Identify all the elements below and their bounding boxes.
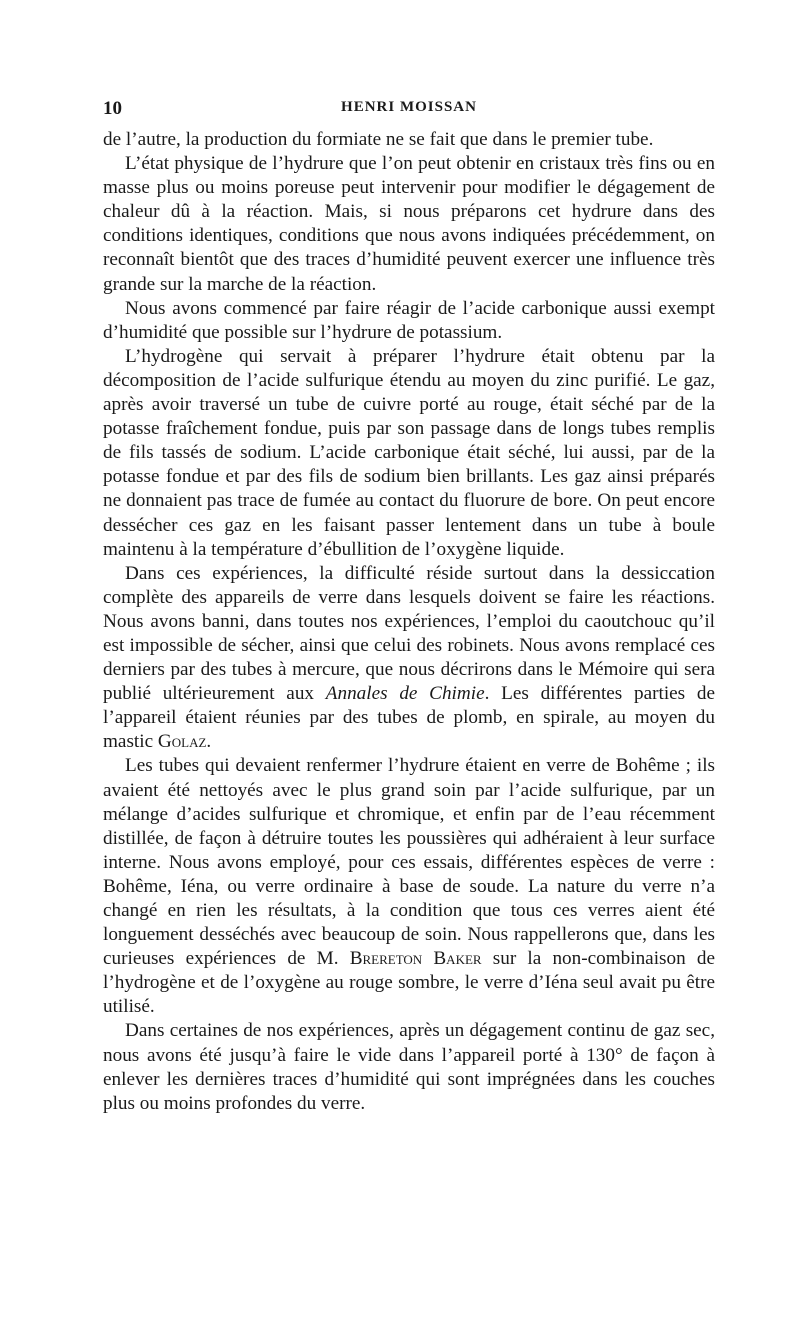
text-segment: sur la non-combinaison de l’hydrogène et de l’oxygène au rouge sombre, le verre d’Iéna seul avait pu être utilisé.: [103, 948, 715, 1018]
text-segment: .: [206, 731, 212, 753]
paragraph-carbonic-acid: Nous avons commencé par faire réagir de l’acide carbonique aussi exempt d’humidité que possible sur l’hydrure de potassium.: [103, 297, 715, 343]
running-head: HENRI MOISSAN: [341, 99, 477, 115]
paragraph-glass-tubes: [103, 754, 715, 1019]
text-segment: . Les différentes parties de l’appareil étaient réunies par des tubes de plomb, en spirale, au moyen du mastic: [103, 683, 715, 753]
author-name: Golaz: [157, 731, 207, 753]
author-name: Brereton Baker: [349, 948, 482, 970]
paragraph-hydride-state: L’état physique de l’hydrure que l’on peut obtenir en cristaux très fins ou en masse plus ou moins poreuse peut intervenir pour modifier le dégagement de chaleur dû à la réaction. Mais, si nous préparons cet hydrure dans des conditions identiques, conditions que nous avons indiquées précédemment, on reconnaît bientôt que des traces d’humidité peuvent exercer une influence très grande sur la marche de la réaction.: [103, 153, 715, 295]
page-number: 10: [103, 98, 122, 119]
body-text: [103, 128, 715, 1116]
journal-title: Annales de Chimie: [325, 683, 485, 705]
paragraph-continuation: de l’autre, la production du formiate ne se fait que dans le premier tube.: [103, 129, 654, 150]
paragraph-vacuum: Dans certaines de nos expériences, après un dégagement continu de gaz sec, nous avons été jusqu’à faire le vide dans l’appareil porté à 130° de façon à enlever les dernières traces d’humidité qui sont imprégnées dans les couches plus ou moins profondes du verre.: [103, 1020, 715, 1114]
page-header: [103, 98, 715, 124]
paragraph-hydrogen-preparation: L’hydrogène qui servait à préparer l’hydrure était obtenu par la décomposition de l’acide sulfurique étendu au moyen du zinc purifié. Le gaz, après avoir traversé un tube de cuivre porté au rouge, était séché par de la potasse fraîchement fondue, puis par son passage dans de longs tubes remplis de fils tassés de sodium. L’acide carbonique était séché, lui aussi, par de la potasse fondue et par des fils de sodium bien brillants. Les gaz ainsi préparés ne donnaient pas trace de fumée au contact du fluorure de bore. On peut encore dessécher ces gaz en les faisant passer lentement dans un tube à boule maintenu à la température d’ébullition de l’oxygène liquide.: [103, 345, 715, 560]
paragraph-desiccation: [103, 562, 715, 755]
text-segment: Les tubes qui devaient renfermer l’hydrure étaient en verre de Bohême ; ils avaient été nettoyés avec le plus grand soin par l’acide sulfurique, par un mélange d’acides sulfurique et chromique, et enfin par de l’eau récemment distillée, de façon à détruire toutes les poussières qui adhéraient à leur surface interne. Nous avons employé, pour ces essais, différentes espèces de verre : Bohême, Iéna, ou verre ordinaire à base de soude. La nature du verre n’a changé en rien les résultats, à la condition que tous ces verres aient été longuement desséchés avec beaucoup de soin. Nous rappellerons que, dans les curieuses expériences de M.: [103, 755, 715, 970]
text-segment: Dans ces expériences, la difficulté réside surtout dans la dessiccation complète des appareils de verre dans lesquels doivent se faire les réactions. Nous avons banni, dans toutes nos expériences, l’emploi du caoutchouc qu’il est impossible de sécher, ainsi que celui des robinets. Nous avons remplacé ces derniers par des tubes à mercure, que nous décrirons dans le Mémoire qui sera publié ultérieurement aux: [103, 562, 715, 705]
